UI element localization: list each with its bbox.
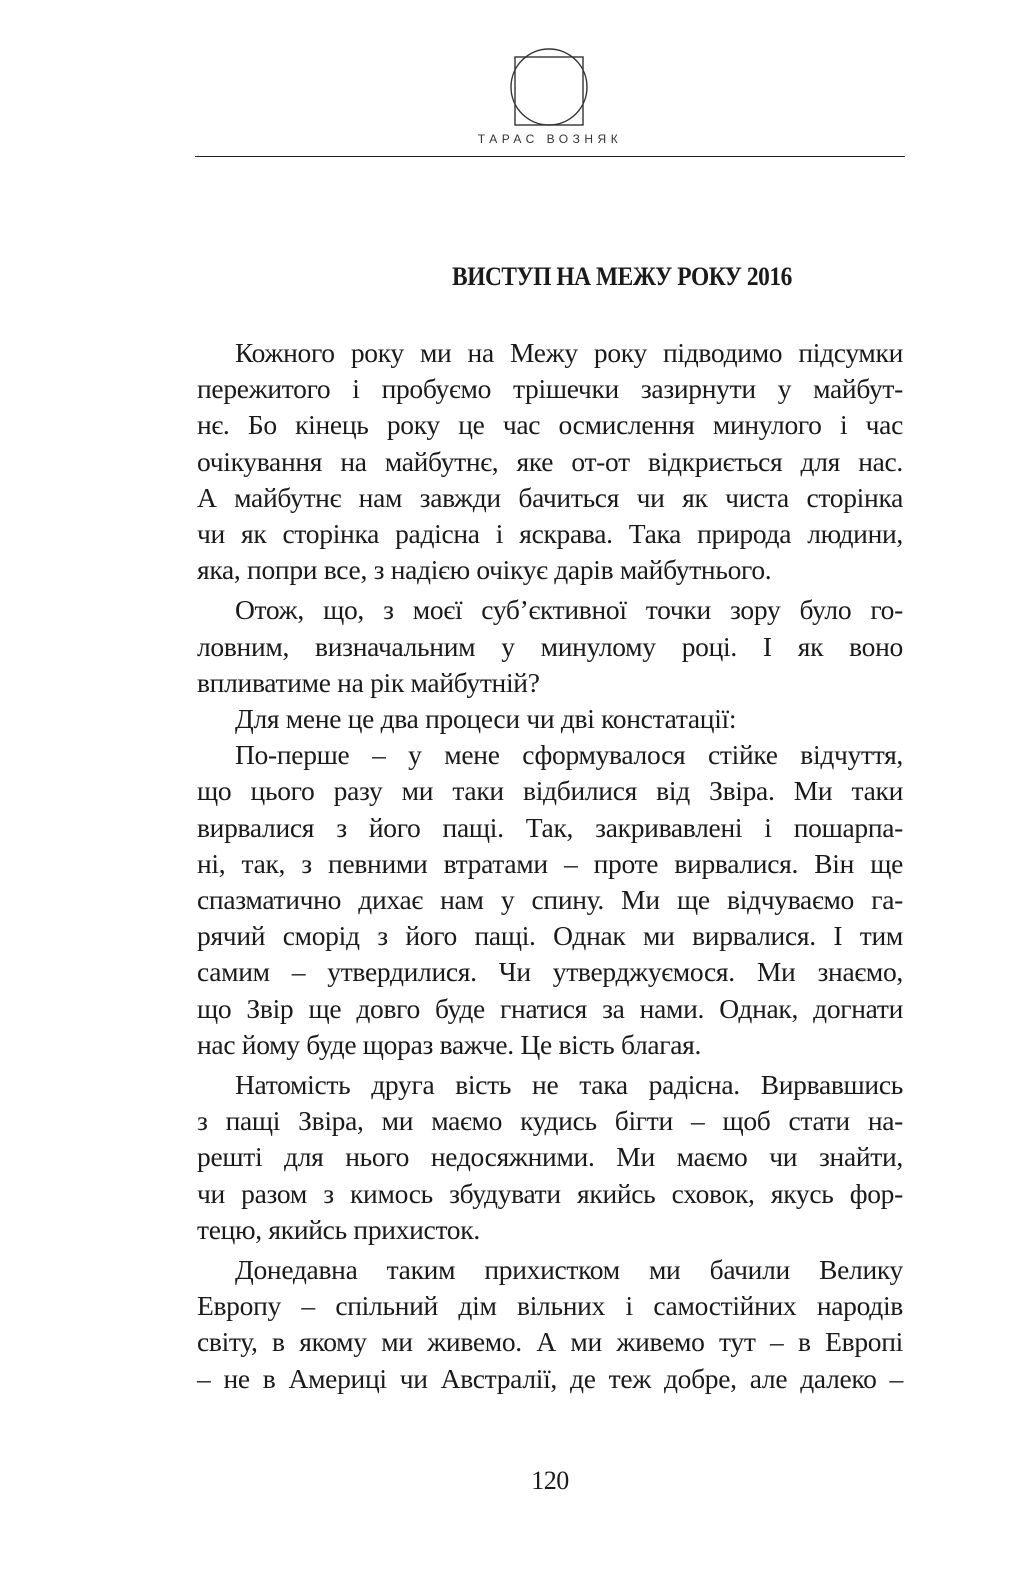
chapter-title: ВИСТУП НА МЕЖУ РОКУ 2016	[452, 262, 792, 291]
text-line: Донедавна таким прихистком ми бачили Велику	[235, 1254, 903, 1286]
paragraph	[197, 592, 903, 701]
text-line: Отож, що, з моєї суб’єктивної точки зору було го-	[235, 594, 903, 626]
text-line: світу, в якому ми живемо. А ми живемо тут – в Европі	[197, 1326, 903, 1358]
paragraph	[197, 335, 903, 588]
paragraph	[197, 1067, 903, 1248]
text-line: Европу – спільний дім вільних і самостійних народів	[197, 1290, 903, 1322]
text-line: Натомість друга вість не така радісна. Вирвавшись	[235, 1069, 903, 1101]
text-line: Кожного року ми на Межу року підводимо підсумки	[235, 337, 903, 368]
text-line: тецю, якийсь прихисток.	[197, 1213, 480, 1245]
text-line: чи разом з кимось збудувати якийсь сховок, якусь фор-	[197, 1177, 903, 1209]
text-line: пережитого і пробуємо трішечки зазирнути у майбут-	[197, 373, 903, 405]
text-line: По-перше – у мене сформувалося стійке відчуття,	[235, 739, 903, 771]
text-line: спазматично дихає нам у спину. Ми ще відчуваємо га-	[197, 884, 903, 916]
text-line: рячий сморід з його пащі. Однак ми вирвалися. І тим	[197, 920, 903, 952]
text-line: нє. Бо кінець року це час осмислення минулого і час	[197, 409, 903, 441]
text-line: яка, попри все, з надією очікує дарів майбутнього.	[197, 554, 772, 586]
text-line: самим – утвердилися. Чи утверджуємося. Ми знаємо,	[197, 956, 903, 988]
text-line: впливатиме на рік майбутній?	[197, 666, 540, 698]
paragraph	[197, 737, 903, 1063]
header-rule	[195, 156, 905, 157]
paragraph	[197, 701, 903, 737]
paragraph	[197, 1252, 903, 1397]
text-line: нас йому буде щораз важче. Це вість благая.	[197, 1028, 702, 1060]
text-line: А майбутнє нам завжди бачиться чи як чиста сторінка	[197, 481, 903, 513]
text-line: з пащі Звіра, ми маємо кудись бігти – щоб стати на-	[197, 1105, 903, 1137]
text-line: чи як сторінка радісна і яскрава. Така природа людини,	[197, 518, 903, 550]
text-line: що цього разу ми таки відбилися від Звіра. Ми таки	[197, 775, 903, 807]
body-text	[197, 335, 903, 1397]
text-line: очікування на майбутнє, яке от-от відкриється для нас.	[197, 445, 903, 477]
text-line: Для мене це два процеси чи дві констатації:	[235, 703, 737, 735]
page-number: 120	[531, 1466, 569, 1495]
running-head: ТАРАС ВОЗНЯК	[477, 132, 623, 146]
text-line: решті для нього недосяжними. Ми маємо чи знайти,	[197, 1141, 903, 1173]
text-line: вирвалися з його пащі. Так, закривавлені і пошарпа-	[197, 811, 903, 843]
text-line: що Звір ще довго буде гнатися за нами. Однак, догнати	[197, 992, 903, 1024]
publisher-logo	[509, 47, 589, 127]
text-line: – не в Америці чи Австралії, де теж добре, але далеко –	[197, 1362, 903, 1394]
text-line: ловним, визначальним у минулому році. І як воно	[197, 630, 903, 662]
text-line: ні, так, з певними втратами – проте вирвалися. Він ще	[197, 847, 903, 879]
